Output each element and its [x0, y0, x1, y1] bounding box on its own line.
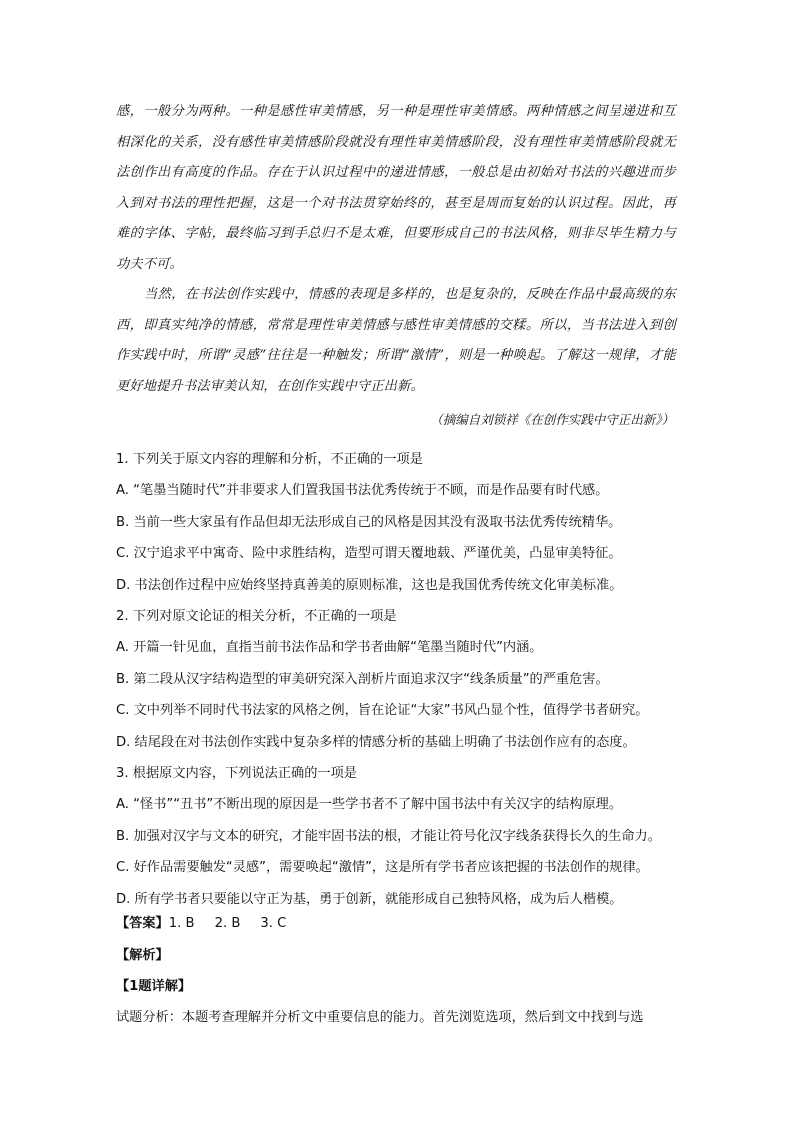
- analysis-detail-tag: 【1题详解】: [116, 979, 192, 994]
- question-1-option-a: A. “笔墨当随时代”并非要求人们置我国书法优秀传统于不顾，而是作品要有时代感。: [116, 483, 609, 499]
- question-2-option-d: D. 结尾段在对书法创作实践中复杂多样的情感分析的基础上明确了书法创作应有的态度。: [116, 734, 636, 750]
- analysis-section: [116, 940, 686, 1033]
- answer-3: 3. C: [260, 916, 287, 931]
- question-2-option-b: B. 第二段从汉字结构造型的审美研究深入剖析片面追求汉字“线条质量”的严重危害。: [116, 671, 609, 687]
- question-2-option-c: C. 文中列举不同时代书法家的风格之例，旨在论证“大家”书风凸显个性，值得学书者研究。: [116, 703, 649, 719]
- analysis-tag: 【解析】: [116, 948, 169, 963]
- passage-source: （摘编自刘锁祥《在创作实践中守正出新》）: [430, 412, 674, 427]
- passage-paragraph-2: 当然，在书法创作实践中，情感的表现是多样的，也是复杂的，反映在作品中最高级的东西，即真实纯净的情感，常常是理性审美情感与感性审美情感的交糅。所以，当书法进入到创作实践中时，所谓“灵感”往往是一种触发；所谓“激情”，则是一种唤起。了解这一规律，才能更好地提升书法审美认知，在创作实践中守正出新。: [116, 287, 676, 394]
- question-3-option-c: C. 好作品需要触发“灵感”，需要唤起“激情”，这是所有学书者应该把握的书法创作的规律。: [116, 860, 649, 876]
- question-2-stem: 2. 下列对原文论证的相关分析，不正确的一项是: [116, 609, 397, 625]
- analysis-text: 试题分析：本题考查理解并分析文中重要信息的能力。首先浏览选项，然后到文中找到与选: [116, 1010, 644, 1025]
- question-list: [116, 444, 686, 915]
- question-3-option-d: D. 所有学书者只要能以守正为基，勇于创新，就能形成自己独特风格，成为后人楷模。: [116, 891, 623, 907]
- question-1-option-b: B. 当前一些大家虽有作品但却无法形成自己的风格是因其没有汲取书法优秀传统精华。: [116, 514, 622, 530]
- question-3-option-a: A. “怪书”“丑书”不断出现的原因是一些学书者不了解中国书法中有关汉字的结构原理。: [116, 797, 623, 813]
- passage-paragraph-1: 感，一般分为两种。一种是感性审美情感，另一种是理性审美情感。两种情感之间呈递进和互相深化的关系，没有感性审美情感阶段就没有理性审美情感阶段，没有理性审美情感阶段就无法创作出有高度的作品。存在于认识过程中的递进情感，一般总是由初始对书法的兴趣进而步入到对书法的理性把握，这是一个对书法贯穿始终的，甚至是周而复始的认识过程。因此，再难的字体、字帖，最终临习到手总归不是太难，但要形成自己的书法风格，则非尽毕生精力与功夫不可。: [116, 104, 676, 272]
- question-1-stem: 1. 下列关于原文内容的理解和分析，不正确的一项是: [116, 452, 423, 467]
- question-1-option-d: D. 书法创作过程中应始终坚持真善美的原则标准，这也是我国优秀传统文化审美标准。: [116, 577, 623, 593]
- reading-passage: [116, 97, 676, 402]
- question-3-option-b: B. 加强对汉字与文本的研究，才能牢固书法的根，才能让符号化汉字线条获得长久的生命力。: [116, 828, 661, 844]
- answer-2: 2. B: [214, 916, 241, 931]
- question-2-option-a: A. 开篇一针见血，直指当前书法作品和学书者曲解“笔墨当随时代”内涵。: [116, 640, 543, 656]
- answer-1: 1. B: [168, 916, 195, 931]
- question-1-option-c: C. 汉宁追求平中寓奇、险中求胜结构，造型可谓天覆地载、严谨优美，凸显审美特征。: [116, 546, 622, 562]
- question-3-stem: 3. 根据原文内容，下列说法正确的一项是: [116, 766, 357, 782]
- answer-row: [116, 908, 286, 939]
- answer-tag: 【答案】: [116, 916, 169, 931]
